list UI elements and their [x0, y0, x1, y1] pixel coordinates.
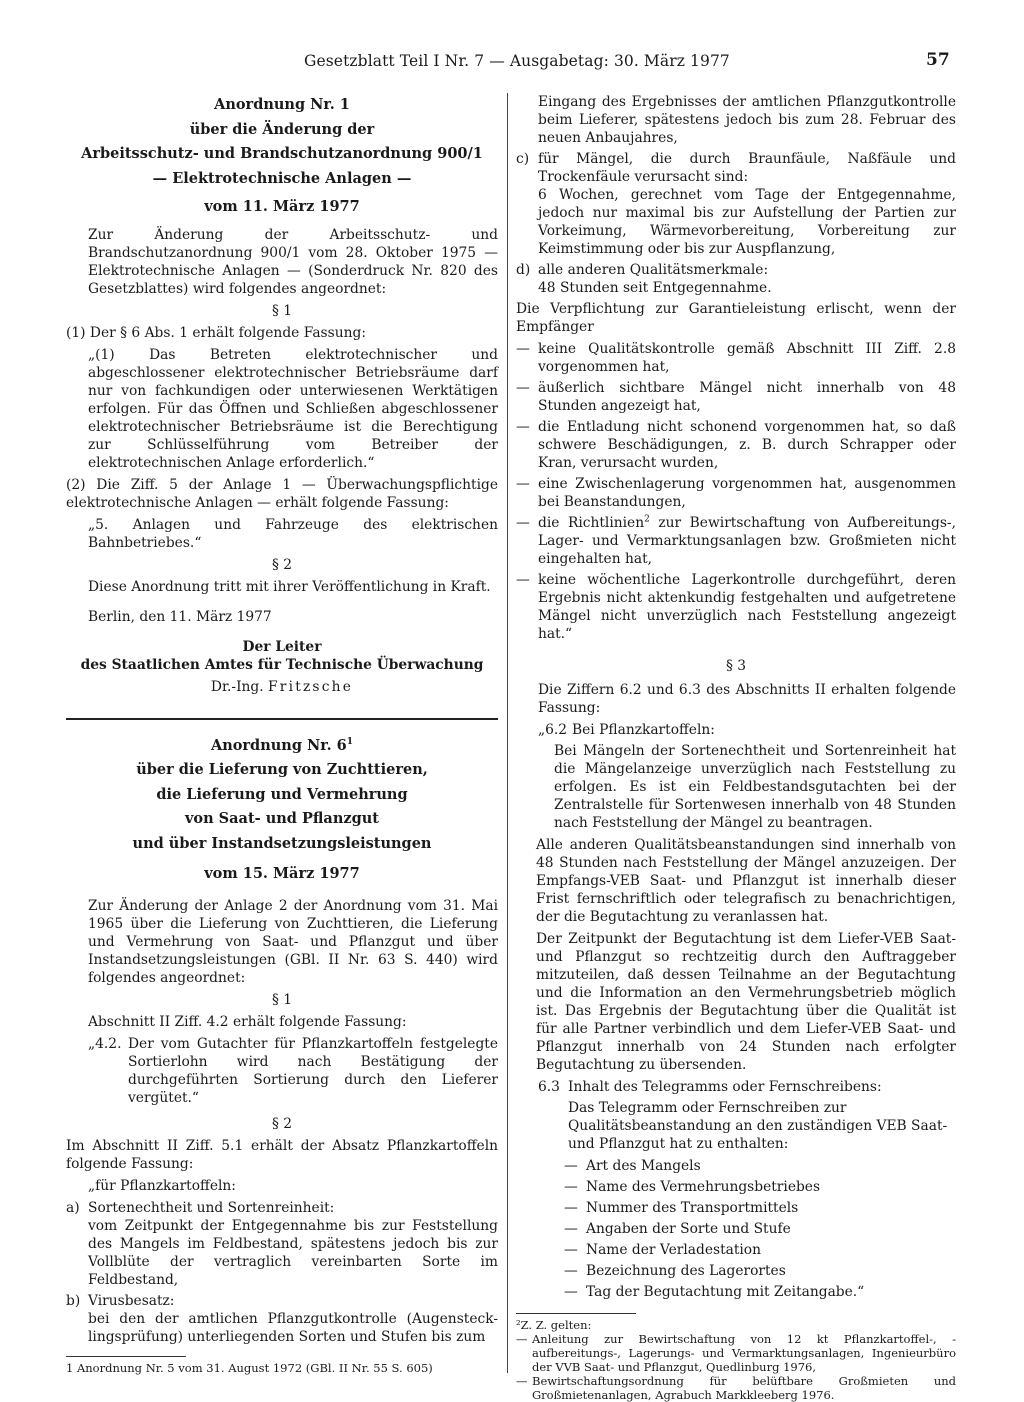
item-label: d)	[516, 262, 531, 278]
item-text-cont: Eingang des Ergebnisses der amtlichen Pflanzgutkontrolle beim Lieferer, spätestens jedoch bis zum 28. Februar des neuen Anbaujahres,	[538, 94, 956, 146]
item-body	[88, 1199, 498, 1289]
doc1-title-line: — Elektrotechnische Anlagen —	[152, 169, 412, 187]
footnote-2-item	[516, 1332, 956, 1374]
s63-item	[516, 1262, 956, 1280]
doc2-date: vom 15. März 1977	[204, 865, 360, 882]
item-body	[538, 261, 956, 297]
doc2-item-a	[66, 1199, 498, 1289]
s62-label: „6.2	[538, 722, 568, 738]
doc1-sec2-text: Diese Anordnung tritt mit ihrer Veröffentlichung in Kraft.	[88, 578, 491, 595]
s63-item	[516, 1283, 956, 1301]
doc1-sec1-p2-quote: „5. Anlagen und Fahrzeuge des elektrischen Bahnbetriebes.“	[88, 516, 498, 551]
s62-p3: Der Zeitpunkt der Begutachtung ist dem Liefer-VEB Saat- und Pflanzgut so rechtzeitig durch den Auftraggeber mitzuteilen, daß dessen Teilnahme an der Begutachtung und die Information an den Vermehrungsbetrieb möglich ist. Das Ergebnis der Begutachtung über die Qualität ist für alle Partner verbindlich und dem Liefer-VEB Saat- und Pflanzgut innerhalb von 24 Stunden nach erfolgter Begutachtung zu übersenden.	[536, 931, 956, 1073]
doc1-sec1-heading: § 1	[271, 302, 293, 319]
item-text: 6 Wochen, gerechnet vom Tage der Entgegennahme, jedoch nur maximal bis zur Aufstellung der Partien zur Vorkeimung, Wärmevorbereitung, Vorbereitung zur Keimstimmung oder bis zur Auspflanzung,	[538, 187, 956, 257]
s63-item-text: Nummer des Transportmittels	[586, 1200, 799, 1216]
dash-marker: —	[564, 1242, 578, 1258]
footnote-ref-2: 2	[644, 514, 650, 525]
doc2-sec2-heading: § 2	[271, 1115, 293, 1132]
guarantee-item	[516, 418, 956, 472]
doc1-signer-name: Fritzsche	[268, 678, 354, 695]
page-header	[290, 52, 950, 78]
s62-heading	[516, 721, 956, 739]
s62-title: Bei Pflanzkartoffeln:	[572, 722, 715, 738]
doc1-sec1-p1: (1) Der § 6 Abs. 1 erhält folgende Fassung:	[66, 324, 366, 341]
doc2-title-line: und über Instandsetzungsleistungen	[132, 834, 432, 852]
doc2-footnote-ref: 1	[346, 736, 354, 747]
richtlinien-post: zur Bewirtschaftung von Aufbereitungs-, Lager- und Vermarktungsanlagen bzw. Großmieten nicht eingehalten hat,	[538, 515, 956, 567]
footnote-2-head: ²Z. Z. gelten:	[516, 1318, 592, 1332]
item-text: vom Zeitpunkt der Entgegennahme bis zur Feststellung des Mangels im Feldbestand, spätestens jedoch bis zur Vollblüte der vertraglich vereinbarten Sorte im Feldbestand,	[88, 1217, 498, 1288]
guarantee-text: die Entladung nicht schonend vorgenommen hat, so daß schwere Beschädigungen, z. B. durch Schrapper oder Kran, verursacht wurden,	[538, 419, 956, 471]
doc1-intro: Zur Änderung der Arbeitsschutz- und Brandschutzanordnung 900/1 vom 28. Oktober 1975 — Elektrotechnische Anlagen — (Sonderdruck Nr. 820 des Gesetzblattes) wird folgendes angeordnet:	[88, 226, 498, 297]
guarantee-item	[516, 475, 956, 511]
item-title: alle anderen Qualitätsmerkmale:	[538, 262, 769, 278]
s63-item	[516, 1241, 956, 1259]
doc2-item-b	[66, 1292, 498, 1346]
doc1-date: vom 11. März 1977	[204, 198, 360, 215]
s63-item	[516, 1199, 956, 1217]
item-body	[538, 150, 956, 258]
s62-p1: Bei Mängeln der Sortenechtheit und Sortenreinheit hat die Mängelanzeige unverzüglich nach Feststellung zu erfolgen. Es ist ein Feldbestandsgutachten bei der Zentralstelle für Sortenwesen innerhalb von 48 Stunden nach Feststellung der Mängel zu beantragen.	[554, 743, 956, 831]
s62-p2: Alle anderen Qualitätsbeanstandungen sind innerhalb von 48 Stunden nach Feststellung der Mängel anzuzeigen. Der Empfangs-VEB Saat- und Pflanzgut ist innerhalb dieser Frist fernschriftlich oder telegrafisch zu benachrichtigen, der die Begutachtung zu veranlassen hat.	[536, 837, 956, 925]
item-text: 48 Stunden seit Entgegennahme.	[538, 280, 772, 296]
doc2-title-line: von Saat- und Pflanzgut	[185, 810, 379, 827]
doc2-title-line: über die Lieferung von Zuchttieren,	[136, 761, 428, 778]
footnote-rule	[66, 1356, 186, 1357]
doc2-sec1-quote-mark: „4.2.	[88, 1035, 122, 1052]
s63-item	[516, 1220, 956, 1238]
dash-marker: —	[564, 1200, 578, 1216]
doc1-sec1-p2: (2) Die Ziff. 5 der Anlage 1 — Überwachungspflichtige elektrotechnische Anlagen — erhält folgende Fassung:	[66, 476, 498, 511]
header-title: Gesetzblatt Teil I Nr. 7 — Ausgabetag: 30. März 1977	[304, 52, 730, 70]
dash-marker: —	[516, 380, 530, 396]
doc1-signer	[66, 678, 498, 696]
s63-item-text: Bezeichnung des Lagerortes	[586, 1263, 786, 1279]
item-label: c)	[516, 151, 530, 167]
guarantee-item	[516, 379, 956, 415]
dash-marker: —	[564, 1263, 578, 1279]
dash-marker: —	[516, 1332, 528, 1346]
doc1-sec2-heading: § 2	[271, 556, 293, 573]
doc2-item-b-cont	[516, 93, 956, 147]
guarantee-text: eine Zwischenlagerung vorgenommen hat, ausgenommen bei Beanstandungen,	[538, 476, 956, 510]
doc1-title-line: über die Änderung der	[189, 120, 375, 138]
guarantee-item	[516, 571, 956, 643]
footnote-1: 1 Anordnung Nr. 5 vom 31. August 1972 (GBl. II Nr. 55 S. 605)	[66, 1360, 433, 1375]
s63-item	[516, 1178, 956, 1196]
section-divider	[66, 718, 498, 720]
doc2-title	[66, 734, 498, 887]
left-column	[66, 93, 498, 1375]
item-body	[88, 1292, 498, 1346]
doc2-sec3-heading: § 3	[725, 658, 747, 674]
right-column	[516, 93, 956, 1402]
doc1-signer-prefix: Dr.-Ing.	[210, 678, 264, 695]
s63-item-text: Tag der Begutachtung mit Zeitangabe.“	[586, 1284, 865, 1300]
guarantee-intro: Die Verpflichtung zur Garantieleistung erlischt, wenn der Empfänger	[516, 301, 956, 335]
dash-marker: —	[564, 1179, 578, 1195]
item-label: b)	[66, 1292, 81, 1309]
item-title: für Mängel, die durch Braunfäule, Naßfäule und Trockenfäule verursacht sind:	[538, 151, 956, 185]
doc2-sec2-quote-head: „für Pflanzkartoffeln:	[88, 1177, 236, 1194]
dash-marker: —	[516, 419, 530, 435]
page-number: 57	[926, 50, 950, 70]
s63-label: 6.3	[538, 1079, 560, 1095]
s63-item-text: Art des Mangels	[586, 1158, 701, 1174]
doc2-intro: Zur Änderung der Anlage 2 der Anordnung vom 31. Mai 1965 über die Lieferung von Zuchttieren, die Lieferung und Vermehrung von Saat- und Pflanzgut und über Instandsetzungsleistungen (GBl. II Nr. 63 S. 440) wird folgendes angeordnet:	[88, 897, 498, 986]
dash-marker: —	[564, 1221, 578, 1237]
doc2-sec1-quote	[66, 1035, 498, 1107]
doc2-sec1-quote-text: Der vom Gutachter für Pflanzkartoffeln festgelegte Sortierlohn wird nach Bestätigung der durchgeführten Sortierung durch den Lieferer vergütet.“	[128, 1035, 498, 1106]
doc2-item-c	[516, 150, 956, 258]
doc1-place-date: Berlin, den 11. März 1977	[88, 608, 272, 625]
guarantee-text-richtlinien	[538, 514, 956, 568]
doc2-title-text: Anordnung Nr. 6	[210, 736, 347, 754]
guarantee-item	[516, 340, 956, 376]
richtlinien-pre: die Richtlinien	[538, 515, 645, 531]
s63-item-text: Name der Verladestation	[586, 1242, 762, 1258]
dash-marker: —	[564, 1158, 578, 1174]
s63-item-text: Name des Vermehrungsbetriebes	[586, 1179, 821, 1195]
s63-text: Das Telegramm oder Fernschreiben zur Qualitätsbeanstandung an den zuständigen VEB Saat- und Pflanzgut hat zu enthalten:	[568, 1100, 948, 1152]
s63-title: Inhalt des Telegramms oder Fernschreibens:	[568, 1079, 882, 1095]
dash-marker: —	[564, 1284, 578, 1300]
guarantee-text: keine Qualitätskontrolle gemäß Abschnitt III Ziff. 2.8 vorgenommen hat,	[538, 341, 956, 375]
s63-item	[516, 1157, 956, 1175]
s63-item-text: Angaben der Sorte und Stufe	[586, 1221, 791, 1237]
dash-marker: —	[516, 515, 530, 531]
doc2-item-d	[516, 261, 956, 297]
item-title: Sortenechtheit und Sortenreinheit:	[88, 1199, 335, 1216]
doc1-title-line: Arbeitsschutz- und Brandschutzanordnung 900/1	[81, 145, 483, 162]
doc1-signer-office: des Staatlichen Amtes für Technische Überwachung	[80, 656, 484, 673]
footnote-2-item	[516, 1374, 956, 1402]
item-text-start: bei den der amtlichen Pflanzgutkontrolle (Augensteck-lingsprüfung) unterliegenden Sorten und Stufen bis zum	[88, 1310, 498, 1345]
doc1-sec1-p1-quote: „(1) Das Betreten elektrotechnischer und abgeschlossener elektrotechnischer Betriebsräume darf nur von fachkundigen oder unterwiesenen Werktätigen erfolgen. Für das Öffnen und Schließen abgeschlossener elektrotechnischer Betriebsräume ist die Berechtigung zur Schlüsselführung vom Betreiber der elektrotechnischen Anlage erforderlich.“	[88, 346, 498, 471]
doc2-sec3-text: Die Ziffern 6.2 und 6.3 des Abschnitts II erhalten folgende Fassung:	[538, 682, 956, 716]
doc2-sec1-heading: § 1	[271, 991, 293, 1008]
item-label-spacer	[516, 93, 538, 147]
footnote-2-text: Bewirtschaftungsordnung für belüftbare Großmieten und Großmietenanlagen, Agrabuch Markkleeberg 1976.	[532, 1374, 956, 1402]
dash-marker: —	[516, 572, 530, 588]
guarantee-text: keine wöchentliche Lagerkontrolle durchgeführt, deren Ergebnis nicht aktenkundig festgehalten und aufgetretene Mängel nicht unverzüglich nach Feststellung angezeigt hat.“	[538, 572, 956, 642]
item-title: Virusbesatz:	[88, 1292, 175, 1309]
footnote-2-text: Anleitung zur Bewirtschaftung von 12 kt Pflanzkartoffel-, -aufbereitungs-, Lagerungs- und Vermarktungsanlagen, Ingenieurbüro der VVB Saat- und Pflanzgut, Quedlinburg 1976,	[532, 1332, 956, 1374]
doc2-sec1-text: Abschnitt II Ziff. 4.2 erhält folgende Fassung:	[88, 1013, 407, 1030]
footnote-rule	[516, 1313, 636, 1314]
doc2-sec2-text: Im Abschnitt II Ziff. 5.1 erhält der Absatz Pflanzkartoffeln folgende Fassung:	[66, 1137, 498, 1172]
s63-heading	[516, 1078, 956, 1096]
doc1-title	[66, 93, 498, 220]
guarantee-text: äußerlich sichtbare Mängel nicht innerhalb von 48 Stunden angezeigt hat,	[538, 380, 956, 414]
dash-marker: —	[516, 1374, 528, 1388]
doc2-title-line: die Lieferung und Vermehrung	[156, 785, 408, 803]
dash-marker: —	[516, 476, 530, 492]
item-label: a)	[66, 1199, 80, 1216]
doc1-title-line: Anordnung Nr. 1	[214, 96, 350, 113]
doc2-title-line	[66, 734, 498, 759]
dash-marker: —	[516, 341, 530, 357]
guarantee-item	[516, 514, 956, 568]
doc1-signer-role: Der Leiter	[242, 638, 322, 655]
column-divider	[507, 93, 508, 1373]
